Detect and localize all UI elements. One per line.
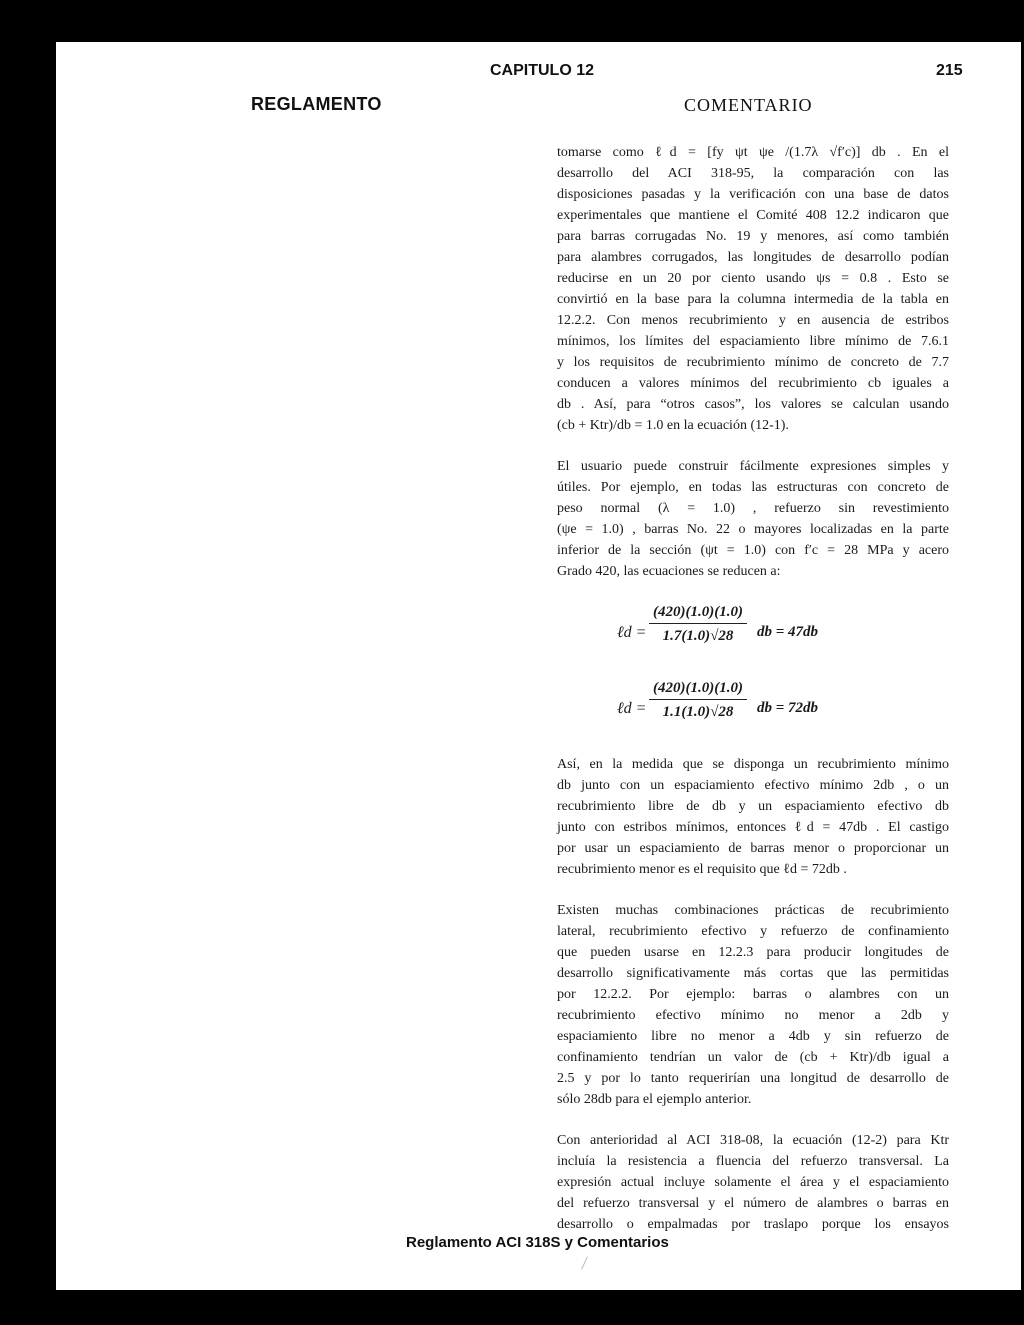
text-line: del refuerzo transversal y el número de alambres o barras en xyxy=(557,1196,949,1211)
text-line: para barras corrugadas No. 19 y menores, así como también xyxy=(557,229,949,244)
text-line: disposiciones pasadas y la verificación con una base de datos xyxy=(557,187,949,202)
document-page xyxy=(56,42,1021,1290)
equation-1 xyxy=(557,602,949,666)
text-line: Existen muchas combinaciones prácticas de recubrimiento xyxy=(557,903,949,918)
text-line: Así, en la medida que se disponga un recubrimiento mínimo xyxy=(557,757,949,772)
text-line: db . Así, para “otros casos”, los valores se calculan usando xyxy=(557,397,949,412)
text-line: reducirse en un 20 por ciento usando ψs = 0.8 . Esto se xyxy=(557,271,949,286)
text-line: por 12.2.2. Por ejemplo: barras o alambres con un xyxy=(557,987,949,1002)
equation-lhs: ℓd = xyxy=(617,624,647,641)
text-line: expresión actual incluye solamente el área y el espaciamiento xyxy=(557,1175,949,1190)
paragraph-3 xyxy=(557,754,949,880)
text-line: incluía la resistencia a fluencia del refuerzo transversal. La xyxy=(557,1154,949,1169)
text-line: mínimos, los límites del espaciamiento libre mínimo de 7.6.1 xyxy=(557,334,949,349)
equation-denominator: 1.7(1.0)√28 xyxy=(662,628,734,644)
equation-numerator: (420)(1.0)(1.0) xyxy=(649,678,747,700)
text-line: 2.5 y por lo tanto requerirían una longitud de desarrollo de xyxy=(557,1071,949,1086)
equation-fraction xyxy=(649,602,747,647)
text-line: confinamiento tendrían un valor de (cb + Ktr)/db igual a xyxy=(557,1050,949,1065)
right-column-title: COMENTARIO xyxy=(684,95,813,115)
commentary-column xyxy=(557,142,949,1255)
text-line: para alambres corrugados, las longitudes de desarrollo podían xyxy=(557,250,949,265)
text-line: recubrimiento menor es el requisito que ℓd = 72db . xyxy=(557,862,847,877)
chapter-heading: CAPITULO 12 xyxy=(490,62,595,79)
left-column-title: REGLAMENTO xyxy=(251,94,382,114)
text-line: lateral, recubrimiento efectivo y refuerzo de confinamiento xyxy=(557,924,949,939)
text-line: experimentales que mantiene el Comité 408 12.2 indicaron que xyxy=(557,208,949,223)
equation-rhs: db = 47db xyxy=(757,624,819,640)
equation-lhs: ℓd = xyxy=(617,700,647,717)
equation-fraction xyxy=(649,678,747,723)
page-number: 215 xyxy=(936,62,963,79)
equation-2 xyxy=(557,678,949,742)
equation-rhs: db = 72db xyxy=(757,700,819,716)
text-line: peso normal (λ = 1.0) , refuerzo sin revestimiento xyxy=(557,501,949,516)
text-line: recubrimiento libre de db y un espaciamiento efectivo db xyxy=(557,799,949,814)
text-line: recubrimiento efectivo mínimo no menor a 2db y xyxy=(557,1008,949,1023)
text-line: conducen a valores mínimos del recubrimiento cb iguales a xyxy=(557,376,949,391)
text-line: y los requisitos de recubrimiento mínimo de concreto de 7.7 xyxy=(557,355,949,370)
text-line: db junto con un espaciamiento efectivo mínimo 2db , o un xyxy=(557,778,949,793)
equation-numerator: (420)(1.0)(1.0) xyxy=(649,602,747,624)
paragraph-5 xyxy=(557,1130,949,1235)
text-line: tomarse como ℓd = [fy ψt ψe /(1.7λ √f′c)] db . En el xyxy=(557,145,949,160)
paragraph-2 xyxy=(557,456,949,582)
scan-mark xyxy=(581,1256,588,1269)
text-line: que pueden usarse en 12.2.3 para producir longitudes de xyxy=(557,945,949,960)
text-line: Con anterioridad al ACI 318-08, la ecuación (12-2) para Ktr xyxy=(557,1133,949,1148)
text-line: El usuario puede construir fácilmente expresiones simples y xyxy=(557,459,949,474)
text-line: por usar un espaciamiento de barras menor o proporcionar un xyxy=(557,841,949,856)
text-line: espaciamiento libre no menor a 4db y sin refuerzo de xyxy=(557,1029,949,1044)
paragraph-1 xyxy=(557,142,949,436)
text-line: convirtió en la base para la columna intermedia de la tabla en xyxy=(557,292,949,307)
text-line: inferior de la sección (ψt = 1.0) con f′c = 28 MPa y acero xyxy=(557,543,949,558)
text-line: (cb + Ktr)/db = 1.0 en la ecuación (12-1). xyxy=(557,418,789,433)
text-line: desarrollo o empalmadas por traslapo porque los ensayos xyxy=(557,1217,949,1232)
text-line: 12.2.2. Con menos recubrimiento y en ausencia de estribos xyxy=(557,313,949,328)
paragraph-4 xyxy=(557,900,949,1110)
text-line: Grado 420, las ecuaciones se reducen a: xyxy=(557,564,781,579)
text-line: sólo 28db para el ejemplo anterior. xyxy=(557,1092,752,1107)
text-line: desarrollo significativamente más cortas que las permitidas xyxy=(557,966,949,981)
text-line: (ψe = 1.0) , barras No. 22 o mayores localizadas en la parte xyxy=(557,522,949,537)
text-line: desarrollo del ACI 318-95, la comparación con las xyxy=(557,166,949,181)
text-line: junto con estribos mínimos, entonces ℓd = 47db . El castigo xyxy=(557,820,949,835)
text-line: útiles. Por ejemplo, en todas las estructuras con concreto de xyxy=(557,480,949,495)
page-footer: Reglamento ACI 318S y Comentarios xyxy=(406,1234,669,1251)
equation-denominator: 1.1(1.0)√28 xyxy=(662,704,734,720)
